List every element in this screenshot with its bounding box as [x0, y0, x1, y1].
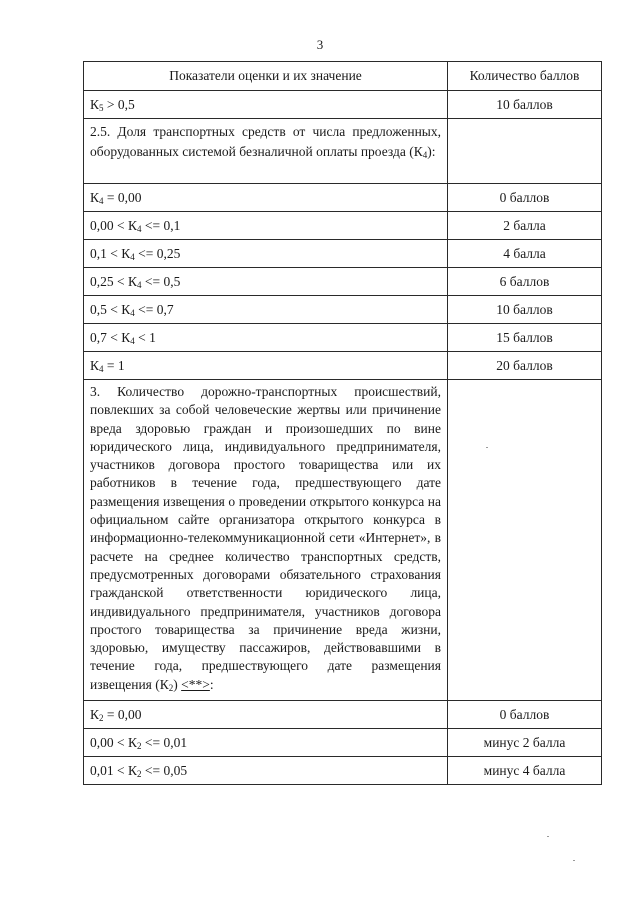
- subscript-index: 4: [137, 279, 142, 290]
- indicator-cell: $К_5 > 0,5$: [84, 91, 448, 119]
- scan-speck: [486, 447, 488, 448]
- subscript-index: 4: [422, 150, 428, 160]
- indicator-cell: $0,00 < К_4 <= 0,1$: [84, 212, 448, 240]
- section-3-text: 3. Количество дорожно-транспортных происшествий, повлекших за собой человеческие жертвы или причинение вреда здоровью граждан и произошедших по вине юридического лица, индивидуального предпринимателя, участников договора простого товарищества или их работников в течение года, предшествующего дате размещения извещения о проведении открытого конкурса на официальном сайте организатора открытого конкурса в информационно-телекоммуникационной сети «Интернет», в расчете на среднее количество транспортных средств, предусмотренных договорами обязательного страхования гражданской ответственности юридического лица, индивидуального предпринимателя, участников договора простого товарищества за причинение вреда жизни, здоровью, имуществу пассажиров, действовавшими в течение года, предшествующего дате размещения извещения (К: [90, 384, 441, 692]
- section-row: [84, 119, 602, 184]
- indicator-cell: $К_4 = 0,00$: [84, 184, 448, 212]
- footnote-reference: <**>: [181, 676, 210, 692]
- indicator-cell: $0,00 < К_2 <= 0,01$: [84, 729, 448, 757]
- subscript-index: 4: [130, 251, 135, 262]
- points-cell: 6 баллов: [448, 268, 602, 296]
- subscript-index: 2: [137, 740, 142, 751]
- section-points-empty: [448, 119, 602, 184]
- subscript-index: 2: [168, 682, 174, 693]
- table-row: [84, 701, 602, 729]
- section-label: [84, 380, 448, 701]
- indicator-cell: $0,5 < К_4 <= 0,7$: [84, 296, 448, 324]
- subscript-index: 5: [99, 102, 104, 113]
- points-cell: 0 баллов: [448, 184, 602, 212]
- subscript-index: 2: [137, 768, 142, 779]
- table-row: [84, 296, 602, 324]
- points-cell: 4 балла: [448, 240, 602, 268]
- page-number: 3: [316, 37, 324, 52]
- scan-speck: [573, 860, 575, 861]
- subscript-index: 4: [130, 335, 135, 346]
- table-header-row: [84, 62, 602, 91]
- table-row: [84, 757, 602, 785]
- table-row: [84, 324, 602, 352]
- table-row: [84, 729, 602, 757]
- indicator-cell: $0,7 < К_4 < 1$: [84, 324, 448, 352]
- header-points: Количество баллов: [448, 62, 602, 91]
- subscript-index: 4: [137, 223, 142, 234]
- scan-speck: [547, 836, 549, 837]
- subscript-index: 4: [99, 363, 104, 374]
- scoring-criteria-table: [83, 61, 602, 785]
- table-row: [84, 91, 602, 119]
- indicator-cell: $К_2 = 0,00$: [84, 701, 448, 729]
- table-row: [84, 240, 602, 268]
- section-3-close: ): [173, 676, 182, 692]
- table-row: [84, 352, 602, 380]
- indicator-cell: $К_4 = 1$: [84, 352, 448, 380]
- table-row: [84, 212, 602, 240]
- points-cell: 10 баллов: [448, 91, 602, 119]
- subscript-index: 4: [130, 307, 135, 318]
- header-indicator: Показатели оценки и их значение: [84, 62, 448, 91]
- indicator-cell: $0,01 < К_2 <= 0,05$: [84, 757, 448, 785]
- points-cell: 10 баллов: [448, 296, 602, 324]
- points-cell: 2 балла: [448, 212, 602, 240]
- points-cell: минус 4 балла: [448, 757, 602, 785]
- points-cell: 15 баллов: [448, 324, 602, 352]
- subscript-index: 4: [99, 195, 104, 206]
- points-cell: минус 2 балла: [448, 729, 602, 757]
- indicator-cell: $0,1 < К_4 <= 0,25$: [84, 240, 448, 268]
- points-cell: 20 баллов: [448, 352, 602, 380]
- table-body: [84, 91, 602, 785]
- section-points-empty: [448, 380, 602, 701]
- subscript-index: 2: [99, 712, 104, 723]
- table-row: [84, 184, 602, 212]
- section-3-colon: :: [209, 676, 214, 692]
- section-label: 2.5. Доля транспортных средств от числа предложенных, оборудованных системой безналичной оплаты проезда $(К_4)$:: [84, 119, 448, 184]
- table-row: [84, 268, 602, 296]
- indicator-cell: $0,25 < К_4 <= 0,5$: [84, 268, 448, 296]
- points-cell: 0 баллов: [448, 701, 602, 729]
- section-row: [84, 380, 602, 701]
